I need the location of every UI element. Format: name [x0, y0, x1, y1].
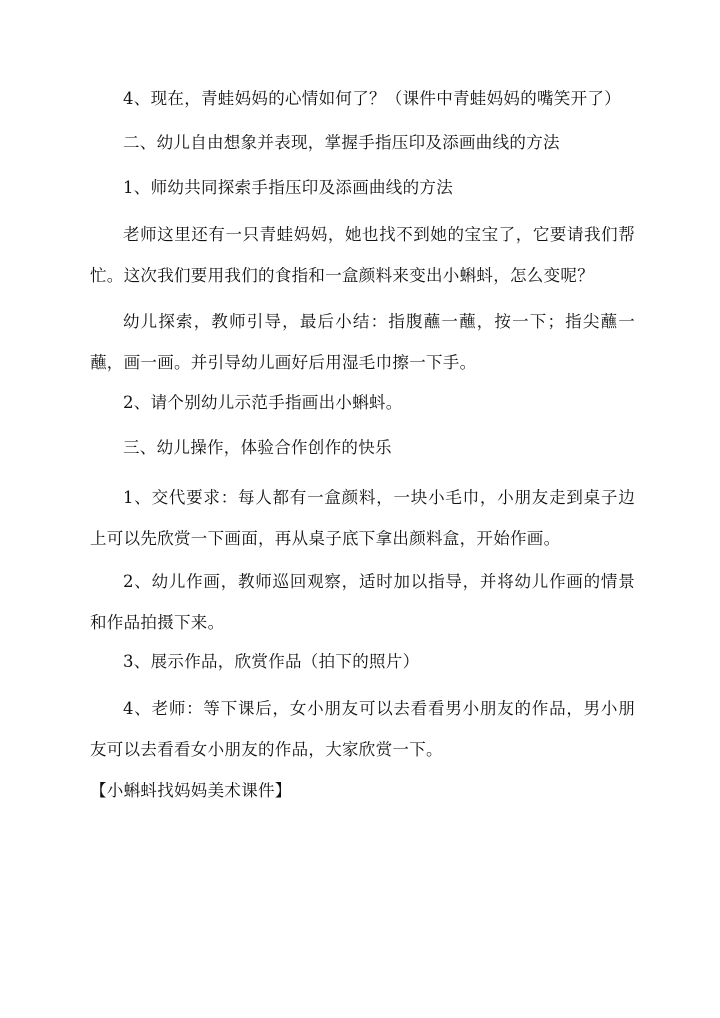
paragraph-requirements: 1、交代要求：每人都有一盒颜料，一块小毛巾，小朋友走到桌子边上可以先欣赏一下画面，再从桌子底下拿出颜料盒，开始作画。	[90, 488, 635, 548]
section-heading-3: 三、幼儿操作，体验合作创作的快乐	[123, 438, 392, 457]
paragraph-painting: 2、幼儿作画，教师巡回观察，适时加以指导，并将幼儿作画的情景和作品拍摄下来。	[90, 572, 635, 632]
paragraph-exploration: 幼儿探索，教师引导，最后小结：指腹蘸一蘸，按一下；指尖蘸一蘸，画一画。并引导幼儿画好后用湿毛巾擦一下手。	[90, 312, 635, 372]
paragraph-teacher-intro: 老师这里还有一只青蛙妈妈，她也找不到她的宝宝了，它要请我们帮忙。这次我们要用我们的食指和一盒颜料来变出小蝌蚪，怎么变呢？	[90, 225, 635, 285]
document-footer-title: 【小蝌蚪找妈妈美术课件】	[90, 781, 292, 800]
paragraph-display: 3、展示作品，欣赏作品（拍下的照片）	[123, 652, 420, 671]
subheading-2-1: 1、师幼共同探索手指压印及添画曲线的方法	[123, 178, 453, 197]
subheading-2-2: 2、请个别幼儿示范手指画出小蝌蚪。	[123, 393, 403, 412]
paragraph-1: 4、现在，青蛙妈妈的心情如何了？（课件中青蛙妈妈的嘴笑开了）	[123, 89, 621, 108]
paragraph-appreciation: 4、老师：等下课后，女小朋友可以去看看男小朋友的作品，男小朋友可以去看看女小朋友的作品，大家欣赏一下。	[90, 699, 635, 759]
section-heading-2: 二、幼儿自由想象并表现，掌握手指压印及添画曲线的方法	[123, 133, 560, 152]
